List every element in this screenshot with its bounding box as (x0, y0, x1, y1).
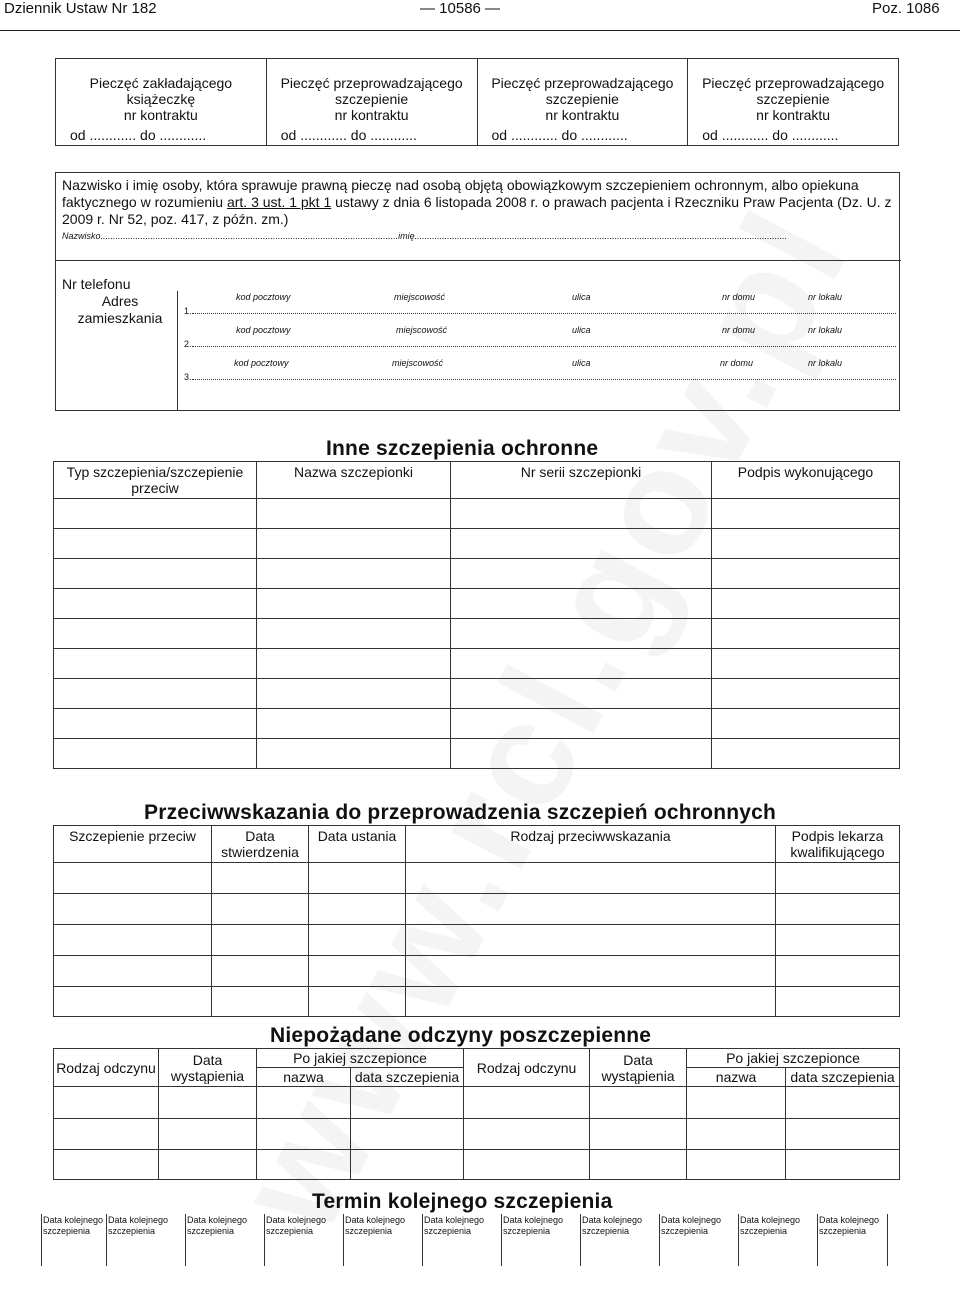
column-header: Nr serii szczepionki (451, 462, 712, 499)
table-cell[interactable] (159, 1119, 257, 1150)
legal-reference-link[interactable]: art. 3 ust. 1 pkt 1 (226, 194, 332, 210)
table-cell[interactable] (257, 529, 451, 559)
stamp-period: od ............ do ............ (280, 127, 417, 143)
field-caption: nr lokalu (808, 358, 843, 368)
table-cell[interactable] (309, 863, 406, 894)
column-header: Data wystąpienia (590, 1049, 687, 1087)
section-title: Inne szczepienia ochronne (326, 437, 599, 460)
field-caption: nr domu (722, 325, 756, 335)
stamp-line: Pieczęć zakładającego (89, 75, 233, 91)
table-cell[interactable] (406, 863, 776, 894)
next-date-cell[interactable]: Data kolejnego szczepienia (739, 1214, 818, 1266)
next-date-cell[interactable]: Data kolejnego szczepienia (502, 1214, 581, 1266)
table-cell[interactable] (54, 1119, 159, 1150)
table-cell[interactable] (406, 987, 776, 1017)
address-line[interactable] (192, 379, 896, 380)
column-header: Podpis wykonującego (712, 462, 900, 499)
table-row (54, 863, 900, 894)
next-date-cell[interactable]: Data kolejnego szczepienia (423, 1214, 502, 1266)
table-row (54, 649, 900, 679)
table-cell[interactable] (464, 1150, 590, 1180)
guardian-box (55, 172, 900, 411)
table-row (54, 1087, 900, 1119)
table-cell[interactable] (212, 956, 309, 987)
table-row (54, 589, 900, 619)
header-rule (0, 30, 960, 31)
table-cell[interactable] (712, 739, 900, 769)
reactions-table (53, 1048, 900, 1180)
stamp-line: szczepienie (335, 91, 409, 107)
table-cell[interactable] (257, 589, 451, 619)
divider (56, 260, 901, 261)
table-row (54, 709, 900, 739)
table-cell[interactable] (451, 739, 712, 769)
field-caption: nr lokalu (808, 292, 843, 302)
table-cell[interactable] (406, 894, 776, 925)
column-subheader: nazwa (687, 1068, 786, 1087)
table-cell[interactable] (257, 1150, 351, 1180)
table-cell[interactable] (776, 863, 900, 894)
table-cell[interactable] (54, 1087, 159, 1119)
column-header: Szczepienie przeciw (54, 826, 212, 863)
column-header: Data stwierdzenia (212, 826, 309, 863)
next-date-cell[interactable]: Data kolejnego szczepienia (265, 1214, 344, 1266)
table-cell[interactable] (54, 739, 257, 769)
table-cell[interactable] (54, 1150, 159, 1180)
stamp-line: szczepienie (756, 91, 830, 107)
column-header: Typ szczepienia/szczepienie przeciw (54, 462, 257, 499)
field-caption: nr lokalu (808, 325, 843, 335)
address-row[interactable] (184, 325, 896, 355)
next-date-cell[interactable]: Data kolejnego szczepienia (107, 1214, 186, 1266)
table-cell[interactable] (712, 559, 900, 589)
table-cell[interactable] (451, 559, 712, 589)
field-caption: miejscowość (394, 292, 446, 302)
stamp-period: od ............ do ............ (70, 127, 207, 143)
address-number: 2. (184, 339, 192, 349)
table-cell[interactable] (786, 1150, 900, 1180)
next-date-cell[interactable]: Data kolejnego szczepienia (42, 1214, 107, 1266)
table-cell[interactable] (451, 589, 712, 619)
table-cell[interactable] (54, 649, 257, 679)
table-cell[interactable] (54, 499, 257, 529)
stamp-cell[interactable] (266, 59, 477, 146)
table-cell[interactable] (451, 679, 712, 709)
field-caption: nr domu (722, 292, 756, 302)
table-cell[interactable] (257, 649, 451, 679)
table-row (54, 1150, 900, 1180)
table-cell[interactable] (257, 1087, 351, 1119)
table-cell[interactable] (257, 679, 451, 709)
table-row (54, 739, 900, 769)
column-header: Po jakiej szczepionce (687, 1049, 900, 1068)
phone-label: Nr telefonu (62, 276, 131, 292)
stamp-cell[interactable] (56, 59, 267, 146)
column-subheader: data szczepienia (786, 1068, 900, 1087)
stamp-period: od ............ do ............ (702, 127, 839, 143)
stamp-line: szczepienie (545, 91, 619, 107)
section-title: Termin kolejnego szczepienia (312, 1190, 613, 1213)
next-date-cell[interactable]: Data kolejnego szczepienia (186, 1214, 265, 1266)
stamp-line: nr kontraktu (334, 107, 409, 123)
field-caption: ulica (572, 358, 591, 368)
next-date-cell[interactable]: Data kolejnego szczepienia (581, 1214, 660, 1266)
table-cell[interactable] (712, 589, 900, 619)
table-cell[interactable] (212, 863, 309, 894)
field-caption: ulica (572, 325, 591, 335)
table-cell[interactable] (212, 925, 309, 956)
stamp-line: książeczkę (126, 91, 196, 107)
column-subheader: data szczepienia (351, 1068, 464, 1087)
table-row (54, 559, 900, 589)
table-cell[interactable] (590, 1119, 687, 1150)
stamp-line: Pieczęć przeprowadzającego (702, 75, 885, 91)
table-cell[interactable] (257, 739, 451, 769)
table-cell[interactable] (687, 1087, 786, 1119)
table-row (54, 987, 900, 1017)
stamp-cell[interactable] (477, 59, 688, 146)
table-cell[interactable] (54, 679, 257, 709)
table-row (54, 956, 900, 987)
address-number: 3. (184, 372, 192, 382)
table-cell[interactable] (451, 499, 712, 529)
guardian-name-field[interactable]: Nazwisko.......................................................................................................................imię..................................................................................................................................................... (62, 231, 788, 241)
table-cell[interactable] (54, 619, 257, 649)
divider (177, 291, 178, 411)
table-cell[interactable] (309, 987, 406, 1017)
section-title: Niepożądane odczyny poszczepienne (270, 1024, 652, 1047)
table-cell[interactable] (257, 619, 451, 649)
table-cell[interactable] (54, 559, 257, 589)
table-cell[interactable] (54, 987, 212, 1017)
table-cell[interactable] (451, 529, 712, 559)
field-caption: nr domu (720, 358, 754, 368)
table-cell[interactable] (351, 1150, 464, 1180)
stamp-line: Pieczęć przeprowadzającego (280, 75, 463, 91)
table-cell[interactable] (776, 925, 900, 956)
table-cell[interactable] (712, 709, 900, 739)
table-cell[interactable] (309, 956, 406, 987)
page-number: — 10586 — (420, 0, 501, 17)
table-cell[interactable] (687, 1119, 786, 1150)
address-number: 1. (184, 306, 192, 316)
journal-title: Dziennik Ustaw Nr 182 (4, 0, 157, 17)
stamp-period: od ............ do ............ (491, 127, 628, 143)
field-caption: kod pocztowy (236, 325, 291, 335)
guardian-description: Nazwisko i imię osoby, która sprawuje prawną pieczę nad osobą objętą obowiązkowym szczepieniem ochronnym, albo opiekuna faktycznego w rozumieniu art. 3 ust. 1 pkt 1 ustawy z dnia 6 listopada 2008 r. o prawach pacjenta i Rzeczniku Praw Pacjenta (Dz. U. z 2009 r. Nr 52, poz. 417, z późn. zm.) (62, 177, 892, 227)
table-cell[interactable] (54, 709, 257, 739)
table-cell[interactable] (54, 894, 212, 925)
address-line[interactable] (192, 346, 896, 347)
table-cell[interactable] (712, 649, 900, 679)
field-caption: miejscowość (392, 358, 444, 368)
table-cell[interactable] (351, 1087, 464, 1119)
field-caption: miejscowość (396, 325, 448, 335)
field-caption: kod pocztowy (236, 292, 291, 302)
table-row (54, 925, 900, 956)
table-cell[interactable] (712, 679, 900, 709)
stamp-line: Pieczęć przeprowadzającego (491, 75, 674, 91)
stamp-line: nr kontraktu (123, 107, 198, 123)
table-row (54, 499, 900, 529)
next-date-cell[interactable]: Data kolejnego szczepienia (344, 1214, 423, 1266)
stamp-line: nr kontraktu (756, 107, 831, 123)
column-header: Po jakiej szczepionce (257, 1049, 464, 1068)
table-cell[interactable] (590, 1087, 687, 1119)
table-cell[interactable] (451, 619, 712, 649)
table-cell[interactable] (212, 987, 309, 1017)
table-cell[interactable] (464, 1119, 590, 1150)
table-cell[interactable] (406, 925, 776, 956)
table-cell[interactable] (257, 559, 451, 589)
next-date-cell[interactable]: Data kolejnego szczepienia (818, 1214, 888, 1266)
table-cell[interactable] (464, 1087, 590, 1119)
stamp-line: nr kontraktu (545, 107, 620, 123)
table-cell[interactable] (451, 709, 712, 739)
table-cell[interactable] (159, 1087, 257, 1119)
table-cell[interactable] (776, 956, 900, 987)
next-date-cell[interactable]: Data kolejnego szczepienia (660, 1214, 739, 1266)
table-cell[interactable] (776, 894, 900, 925)
table-row (54, 529, 900, 559)
field-caption: kod pocztowy (234, 358, 289, 368)
field-caption: ulica (572, 292, 591, 302)
table-cell[interactable] (54, 956, 212, 987)
table-row (54, 894, 900, 925)
table-cell[interactable] (54, 863, 212, 894)
table-row (54, 1119, 900, 1150)
column-header: Data wystąpienia (159, 1049, 257, 1087)
column-header: Data ustania (309, 826, 406, 863)
address-label: Adres zamieszkania (77, 293, 163, 326)
stamps-table (55, 58, 899, 146)
column-header: Rodzaj odczynu (464, 1049, 590, 1087)
table-row (54, 619, 900, 649)
table-cell[interactable] (451, 649, 712, 679)
column-header: Rodzaj przeciwwskazania (406, 826, 776, 863)
table-cell[interactable] (309, 925, 406, 956)
section-title: Przeciwwskazania do przeprowadzenia szczepień ochronnych (144, 801, 777, 824)
table-cell[interactable] (590, 1150, 687, 1180)
column-header: Rodzaj odczynu (54, 1049, 159, 1087)
table-cell[interactable] (351, 1119, 464, 1150)
table-cell[interactable] (257, 1119, 351, 1150)
table-cell[interactable] (54, 925, 212, 956)
table-cell[interactable] (309, 894, 406, 925)
table-cell[interactable] (786, 1087, 900, 1119)
other-vaccinations-table (53, 461, 900, 769)
table-cell[interactable] (257, 709, 451, 739)
column-subheader: nazwa (257, 1068, 351, 1087)
column-header: Podpis lekarza kwalifikującego (776, 826, 900, 863)
table-cell[interactable] (687, 1150, 786, 1180)
address-row[interactable] (184, 358, 896, 388)
stamp-cell[interactable] (688, 59, 899, 146)
position-number: Poz. 1086 (872, 0, 940, 17)
table-cell[interactable] (712, 529, 900, 559)
table-cell[interactable] (54, 589, 257, 619)
address-row[interactable] (184, 292, 896, 322)
table-cell[interactable] (786, 1119, 900, 1150)
table-cell[interactable] (776, 987, 900, 1017)
column-header: Nazwa szczepionki (257, 462, 451, 499)
contraindications-table (53, 825, 900, 1017)
table-cell[interactable] (54, 529, 257, 559)
table-cell[interactable] (406, 956, 776, 987)
table-cell[interactable] (212, 894, 309, 925)
table-cell[interactable] (712, 619, 900, 649)
table-cell[interactable] (159, 1150, 257, 1180)
table-cell[interactable] (712, 499, 900, 529)
next-vaccination-table (41, 1214, 888, 1266)
address-line[interactable] (192, 313, 896, 314)
table-row (54, 679, 900, 709)
table-cell[interactable] (257, 499, 451, 529)
